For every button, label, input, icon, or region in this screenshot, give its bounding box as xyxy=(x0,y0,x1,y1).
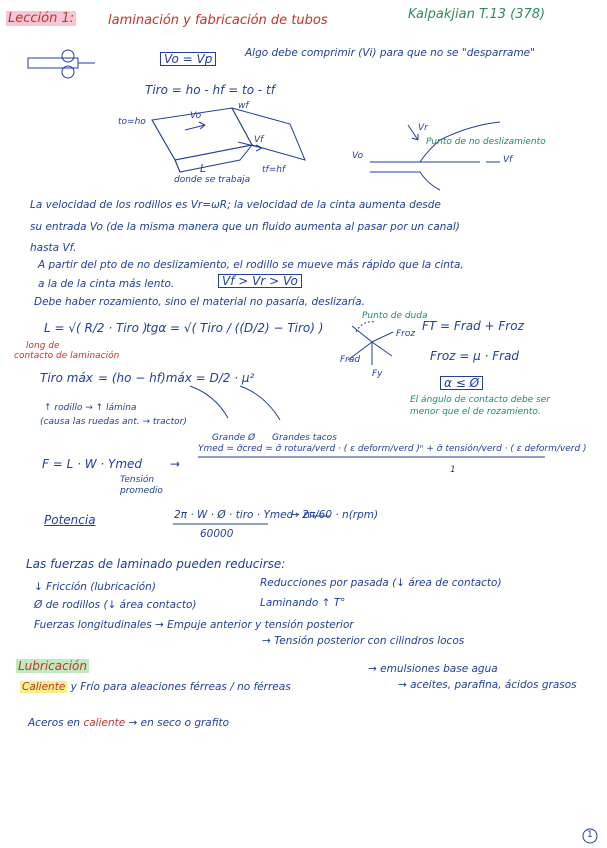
paragraph-line-1: La velocidad de los rodillos es Vr=ωR; la velocidad de la cinta aumenta desde xyxy=(30,199,441,211)
angle-box: α ≤ Ø xyxy=(440,376,483,390)
force-froz: Froz xyxy=(396,329,416,339)
lubricacion-right-2: → aceites, parafina, ácidos grasos xyxy=(398,679,577,691)
angle-note-1: El ángulo de contacto debe ser xyxy=(410,395,550,405)
reductions-title: Las fuerzas de laminado pueden reducirse: xyxy=(26,557,286,571)
reduction-item-1: ↓ Fricción (lubricación) xyxy=(34,581,156,593)
reduction-item-5: Laminando ↑ T° xyxy=(260,597,346,609)
label-vo: Vo xyxy=(190,111,202,121)
rolling-sketch-small xyxy=(28,50,95,78)
tiro-max-label: Tiro máx xyxy=(40,371,93,385)
label-L: L xyxy=(200,163,206,175)
tension-sub: → Tensión posterior con cilindros locos xyxy=(262,635,465,647)
ft-equation: FT = Frad + Froz xyxy=(422,319,524,333)
potencia-right: → 2π/60 · n(rpm) xyxy=(290,509,379,521)
force-equation: F = L · W · Ymed xyxy=(42,457,143,471)
tiro-equation: Tiro = ho - hf = to - tf xyxy=(145,83,275,97)
L-note-1: long de xyxy=(26,341,60,351)
lubricacion-right-1: → emulsiones base agua xyxy=(368,663,498,675)
author-reference: Kalpakjian T.13 (378) xyxy=(408,7,546,22)
eq-vo-vp: Vo = Vp xyxy=(160,52,216,66)
paragraph-line-2: su entrada Vo (de la misma manera que un fluido aumenta al pasar por un canal) xyxy=(30,221,460,233)
tiro-max-note-4: Grandes tacos xyxy=(272,433,337,443)
figure-note: donde se trabaja xyxy=(174,175,251,185)
paragraph-line-6: Debe haber rozamiento, sino el material no pasaría, deslizaría. xyxy=(34,296,365,308)
lubricacion-title: Lubricación xyxy=(18,659,88,673)
tiro-max-note-2: (causa las ruedas ant. → tractor) xyxy=(40,417,187,427)
strip-diagram xyxy=(152,108,305,172)
force-arrow: → xyxy=(170,457,181,471)
lesson-label: Lección 1: xyxy=(8,11,75,26)
tiro-max-note-1: ↑ rodillo → ↑ lámina xyxy=(44,403,137,413)
lubricacion-line: Caliente y Frío para aleaciones férreas / no férreas xyxy=(22,681,291,693)
ymed-denominator: 1 xyxy=(450,465,456,475)
neutral-point-diagram xyxy=(370,122,500,190)
neutral-vf: Vf xyxy=(503,155,513,165)
paragraph-line-3: hasta Vf. xyxy=(30,242,77,254)
potencia-numerator: 2π · W · Ø · tiro · Ymed · n xyxy=(174,509,310,521)
steel-line: Aceros en caliente → en seco o grafito xyxy=(28,717,230,729)
force-frad: Frad xyxy=(340,355,361,365)
compress-note: Algo debe comprimir (Vi) para que no se "desparrame" xyxy=(245,47,535,59)
L-formula: L = √( R/2 · Tiro ) xyxy=(44,321,148,335)
lesson-topic: laminación y fabricación de tubos xyxy=(108,13,328,28)
tiro-arrows xyxy=(190,386,280,420)
tg-formula: tgα = √( Tiro / ((D/2) − Tiro) ) xyxy=(146,321,324,335)
paragraph-line-5: a la de la cinta más lento. xyxy=(38,278,175,290)
ymed-equation: Ymed = σ̄cred = σ̄ rotura/verd · ( ε deform/verd )ⁿ + σ̄ tensión/verd · ( ε deform/verd ) xyxy=(198,444,587,454)
force-fy: Fy xyxy=(372,369,383,379)
L-note-2: contacto de laminación xyxy=(14,351,120,361)
froz-equation: Froz = μ · Frad xyxy=(430,349,520,363)
reduction-item-3: Fuerzas longitudinales → Empuje anterior y tensión posterior xyxy=(34,619,354,631)
paragraph-line-4: A partir del pto de no deslizamiento, el rodillo se mueve más rápido que la cinta, xyxy=(38,259,464,271)
tiro-max-note-3: Grande Ø xyxy=(212,433,256,443)
forces-note: Punto de duda xyxy=(362,311,428,321)
reduction-item-4: Reducciones por pasada (↓ área de contacto) xyxy=(260,577,502,589)
reduction-item-2: Ø de rodillos (↓ área contacto) xyxy=(34,599,197,611)
velocity-inequality: Vf > Vr > Vo xyxy=(218,274,302,288)
page-number: 1 xyxy=(587,830,593,840)
potencia-label: Potencia xyxy=(44,513,96,527)
potencia-denominator: 60000 xyxy=(200,528,234,540)
neutral-point-label: Punto de no deslizamiento xyxy=(426,137,546,147)
label-vf: Vf xyxy=(254,135,264,145)
label-tf: tf=hf xyxy=(262,165,286,175)
label-wf: wf xyxy=(238,101,249,111)
label-ho: to=ho xyxy=(118,117,146,127)
neutral-vo: Vo xyxy=(352,151,364,161)
force-sub-2: promedio xyxy=(120,486,163,496)
force-sub-1: Tensión xyxy=(120,475,155,485)
tiro-max-eq: = (ho − hf)máx = D/2 · μ² xyxy=(98,371,255,385)
angle-note-2: menor que el de rozamiento. xyxy=(410,407,541,417)
neutral-vr: Vr xyxy=(418,123,428,133)
